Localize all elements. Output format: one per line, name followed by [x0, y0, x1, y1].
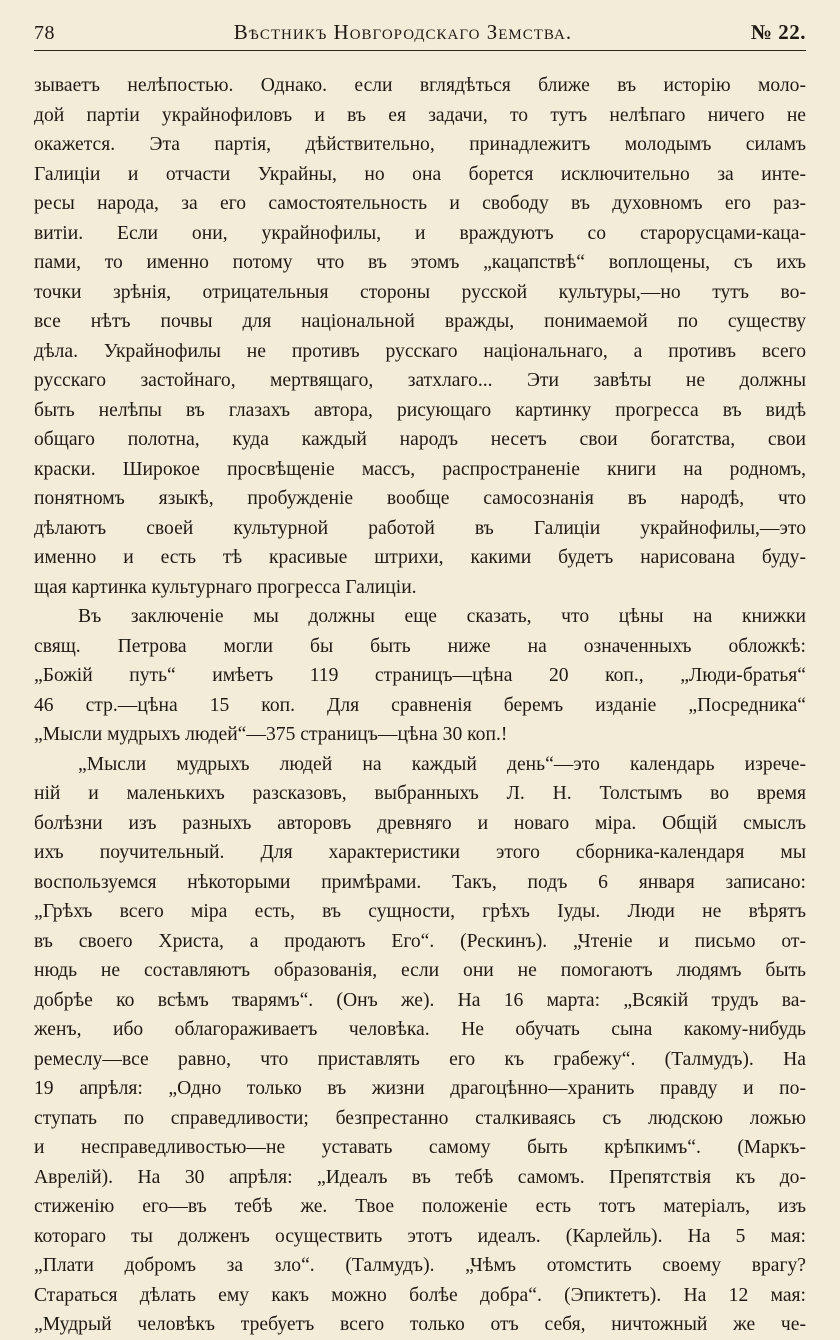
text-line: „Мысли мудрыхъ людей“—375 страницъ—цѣна 30 коп.!	[34, 724, 508, 745]
text-line: Аврелій). На 30 апрѣля: „Идеалъ въ тебѣ самомъ. Препятствія къ до-	[34, 1166, 806, 1188]
text-line: краски. Широкое просвѣщеніе массъ, распространеніе книги на родномъ,	[34, 458, 806, 480]
text-line: болѣзни изъ разныхъ авторовъ древняго и новаго міра. Общій смыслъ	[34, 812, 806, 834]
text-line: „Мысли мудрыхъ людей на каждый день“—это календарь изрече-	[78, 753, 806, 775]
text-line: Стараться дѣлать ему какъ можно болѣе добра“. (Эпиктетъ). На 12 мая:	[34, 1284, 806, 1306]
text-line: „Божій путь“ имѣетъ 119 страницъ—цѣна 20 коп., „Люди-братья“	[34, 665, 806, 686]
text-line: дой партіи украйнофиловъ и въ ея задачи, то тутъ нелѣпаго ничего не	[34, 104, 806, 126]
text-line: въ своего Христа, а продаютъ Его“. (Рескинъ). „Чтеніе и письмо от-	[34, 930, 806, 952]
text-line: общаго полотна, куда каждый народъ несетъ свои богатства, свои	[34, 429, 806, 450]
text-line: „Мудрый человѣкъ требуетъ всего только отъ себя, ничтожный же че-	[34, 1314, 806, 1335]
text-line: Галиціи и отчасти Украйны, но она борется исключительно за инте-	[34, 163, 806, 185]
text-line: котораго ты долженъ осуществить этотъ идеалъ. (Карлейль). На 5 мая:	[34, 1225, 806, 1247]
text-line: быть нелѣпы въ глазахъ автора, рисующаго картинку прогресса въ видѣ	[34, 399, 806, 421]
text-line: щая картинка культурнаго прогресса Галиціи.	[34, 576, 417, 598]
text-line: женъ, ибо облагораживаетъ человѣка. Не обучать сына какому-нибудь	[34, 1019, 806, 1040]
journal-title: Вѣстникъ Новгородскаго Земства.	[233, 20, 573, 44]
text-line: дѣлаютъ своей культурной работой въ Галиціи украйнофилы,—это	[34, 517, 806, 539]
text-line: дѣла. Украйнофилы не противъ русскаго національнаго, а противъ всего	[34, 340, 806, 362]
text-line: 46 стр.—цѣна 15 коп. Для сравненія беремъ изданіе „Посредника“	[34, 694, 806, 716]
text-line: понятномъ языкѣ, пробужденіе вообще самосознанія въ народѣ, что	[34, 488, 806, 509]
text-line: ихъ поучительный. Для характеристики этого сборника-календаря мы	[34, 842, 806, 863]
body-text	[34, 71, 806, 1340]
text-line: ресы народа, за его самостоятельность и свободу въ духовномъ его раз-	[34, 193, 806, 214]
text-line: свящ. Петрова могли бы быть ниже на означенныхъ обложкѣ:	[34, 635, 806, 657]
text-line: нюдь не составляютъ образованія, если они не помогаютъ людямъ быть	[34, 960, 806, 981]
text-line: воспользуемся нѣкоторыми примѣрами. Такъ, подъ 6 января записано:	[34, 871, 806, 893]
text-line: ній и маленькихъ разсказовъ, выбранныхъ Л. Н. Толстымъ во время	[34, 783, 806, 804]
text-line: ступать по справедливости; безпрестанно сталкиваясь съ людскою ложью	[34, 1107, 806, 1129]
text-line: Въ заключеніе мы должны еще сказать, что цѣны на книжки	[78, 606, 806, 627]
text-line: „Плати добромъ за зло“. (Талмудъ). „Чѣмъ отомстить своему врагу?	[34, 1255, 806, 1276]
text-line: пами, то именно потому что въ этомъ „кацапствѣ“ воплощены, съ ихъ	[34, 252, 806, 273]
text-line: „Грѣхъ всего міра есть, въ сущности, грѣхъ Іуды. Люди не вѣрятъ	[34, 901, 806, 922]
text-line: стиженію его—въ тебѣ же. Твое положеніе есть тотъ матеріалъ, изъ	[34, 1196, 806, 1217]
running-header	[34, 20, 806, 51]
text-line: все нѣтъ почвы для національной вражды, понимаемой по существу	[34, 311, 806, 332]
text-line: зываетъ нелѣпостью. Однако. если вглядѣться ближе въ исторію моло-	[34, 75, 806, 96]
text-line: и несправедливостью—не уставать самому быть крѣпкимъ“. (Маркъ-	[34, 1137, 806, 1158]
text-line: 19 апрѣля: „Одно только въ жизни драгоцѣнно—хранить правду и по-	[34, 1078, 806, 1099]
text-line: добрѣе ко всѣмъ тварямъ“. (Онъ же). На 16 марта: „Всякій трудъ ва-	[34, 989, 806, 1011]
issue-number: № 22.	[750, 20, 806, 44]
text-line: ремеслу—все равно, что приставлять его къ грабежу“. (Талмудъ). На	[34, 1048, 806, 1070]
text-line: русскаго застойнаго, мертвящаго, затхлаго... Эти завѣты не должны	[34, 370, 806, 391]
text-line: окажется. Эта партія, дѣйствительно, принадлежитъ молодымъ силамъ	[34, 134, 806, 155]
text-line: витіи. Если они, украйнофилы, и враждуютъ со старорусцами-каца-	[34, 222, 806, 244]
text-line: точки зрѣнія, отрицательныя стороны русской культуры,—но тутъ во-	[34, 281, 806, 303]
text-line: именно и есть тѣ красивые штрихи, какими будетъ нарисована буду-	[34, 547, 806, 568]
page-number: 78	[34, 22, 55, 44]
